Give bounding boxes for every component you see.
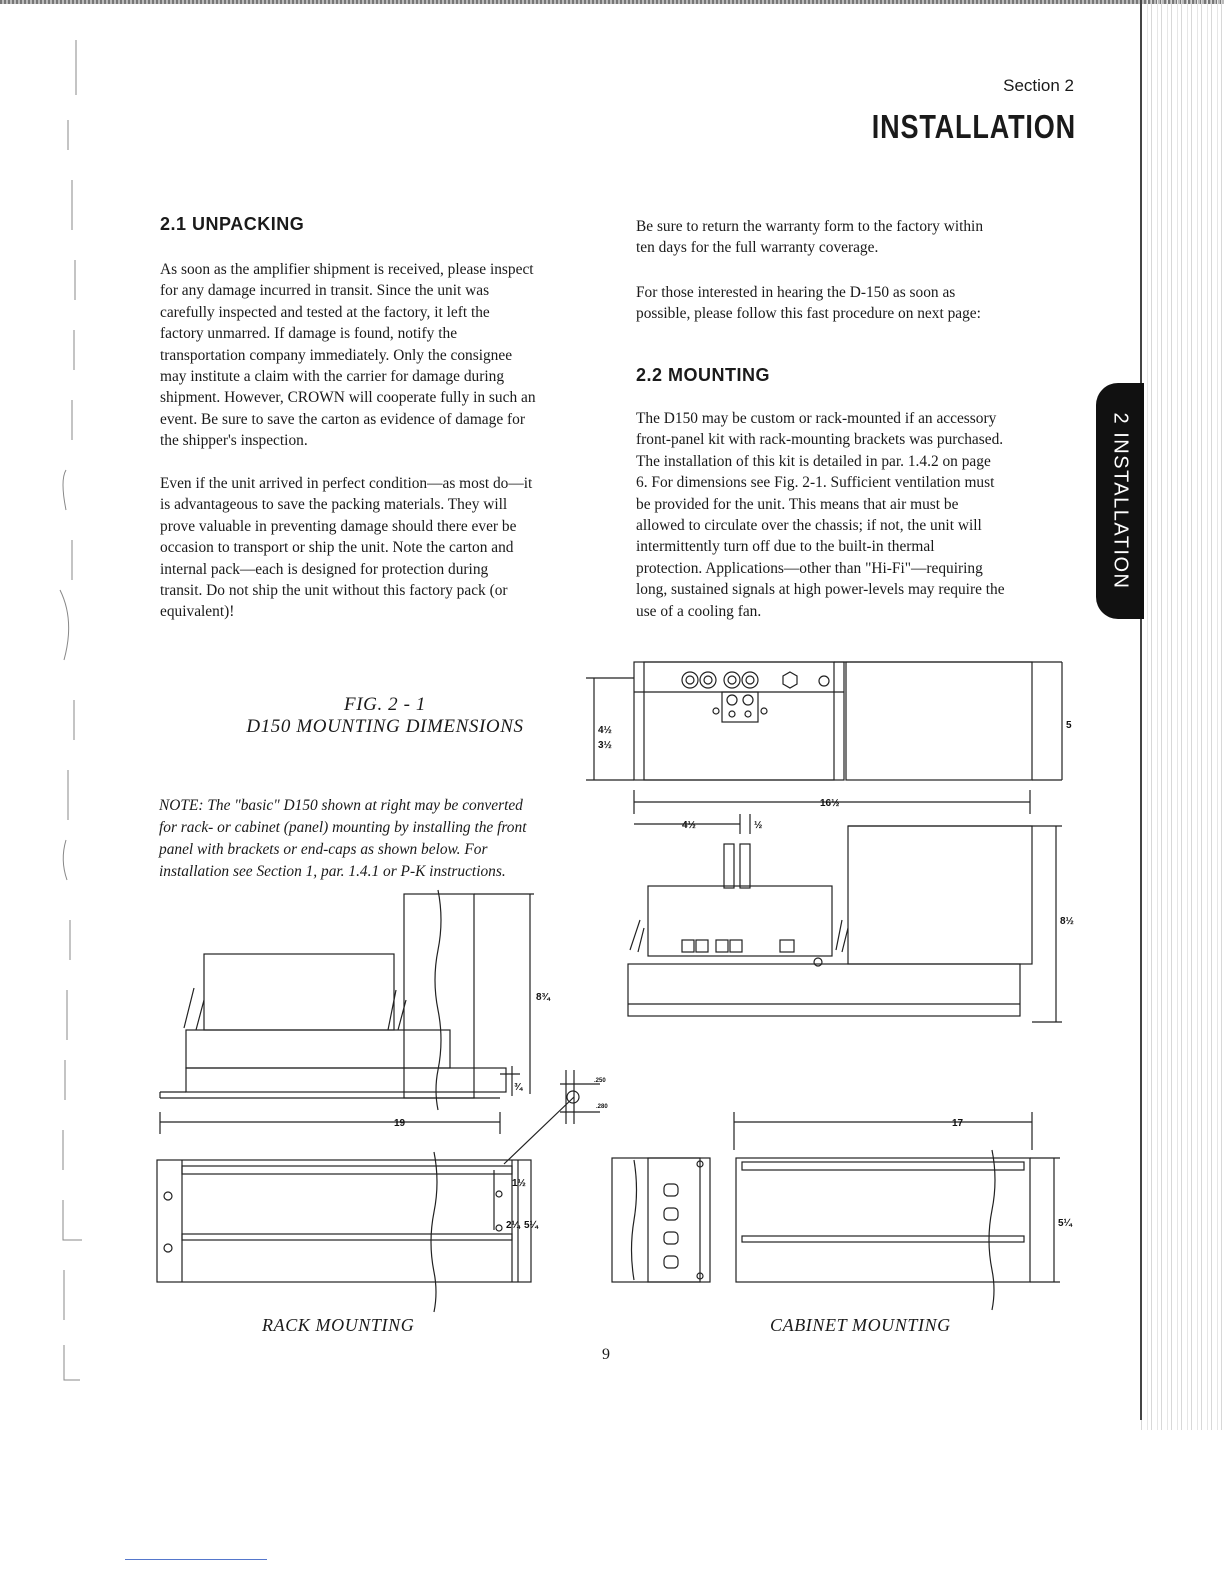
front-view [586,662,1062,780]
mounting-dimensions-drawing [150,655,1080,1315]
section-tab-label: 2 INSTALLATION [1109,412,1132,590]
dim-label: 4½ [682,820,696,831]
dim-label: 8¾ [536,992,550,1003]
dim-label: .280 [596,1104,608,1110]
text-line: transportation company immediately. Only the consignee [160,346,513,364]
dim-label: 19 [394,1118,406,1129]
text-line: 6. For dimensions see Fig. 2-1. Sufficient ventilation must [636,474,995,492]
text-line: factory unmarred. If damage is found, notify the [160,325,458,343]
scan-right-border [1138,0,1224,1430]
dim-label: 5¼ [524,1220,538,1231]
dim-label: 16½ [820,798,840,809]
dim-label: 1½ [512,1178,526,1189]
scan-top-border [0,0,1224,4]
text-line: is advantageous to save the packing materials. They will [160,496,508,514]
dim-label: 5 [1066,720,1072,731]
text-line: may institute a claim with the carrier for damage during [160,368,505,386]
text-line: the shipper's inspection. [160,432,308,450]
section-title: INSTALLATION [871,108,1076,145]
cabinet-mounting-label: CABINET MOUNTING [770,1315,951,1335]
text-line: ten days for the full warranty coverage. [636,239,879,257]
text-line: front-panel kit with rack-mounting brackets was purchased. [636,431,1004,449]
page-right-edge [1140,0,1142,1420]
unpacking-paragraph-2 [160,473,592,623]
text-line: For those interested in hearing the D-150 as soon as [636,284,956,301]
text-line: Even if the unit arrived in perfect condition—as most do—it [160,475,533,492]
text-line: protection. Applications—other than "Hi-Fi"—requiring [636,559,983,577]
text-line: internal pack—each is designed for protection during [160,560,489,578]
text-line: The D150 may be custom or rack-mounted if an accessory [636,410,997,427]
text-line: occasion to transport or ship the unit. Note the carton and [160,539,514,557]
text-line: Be sure to return the warranty form to the factory within [636,218,984,235]
heading-mounting: 2.2 MOUNTING [636,365,771,385]
text-line: long, sustained signals at high power-levels may require the [636,581,1005,599]
text-line: be provided for the unit. This means that air must be [636,495,959,513]
unpacking-paragraph-1 [160,259,592,452]
text-line: panel with brackets or end-caps as shown below. For [159,841,488,858]
dim-label: 8½ [1060,916,1074,927]
dim-label: 17 [952,1118,964,1129]
heading-unpacking: 2.1 UNPACKING [160,214,305,234]
text-line: carefully inspected and tested at the factory, it left the [160,303,490,321]
text-line: shipment. However, CROWN will cooperate fully in such an [160,389,536,407]
text-line: allowed to circulate over the chassis; if not, the unit will [636,517,982,535]
text-line: As soon as the amplifier shipment is received, please inspect [160,261,534,278]
dim-label: ¾ [514,1082,523,1093]
rack-mounting-label: RACK MOUNTING [262,1315,415,1335]
text-line: for rack- or cabinet (panel) mounting by installing the front [159,819,527,836]
text-line: NOTE: The "basic" D150 shown at right may be converted [159,797,523,814]
text-line: possible, please follow this fast procedure on next page: [636,305,981,323]
text-line: transit. Do not ship the unit without this factory pack (or [160,582,508,600]
page-number: 9 [602,1346,610,1363]
cabinet-front-view [734,1112,1060,1310]
warranty-paragraph [636,216,1068,259]
figure-number: FIG. 2 - 1 [344,694,426,715]
dim-label: ½ [754,820,763,831]
dim-label: 3½ [598,740,612,751]
text-line: installation see Section 1, par. 1.4.1 or P-K instructions. [159,863,506,880]
text-line: for any damage incurred in transit. Since the unit was [160,282,490,300]
dim-label: .250 [594,1078,606,1084]
dim-label: 5¼ [1058,1218,1072,1229]
section-tab-text [1096,383,1144,619]
text-line: intermittently turn off due to the built-in thermal [636,538,935,556]
cabinet-endcap-view [612,1158,710,1282]
dim-label: 2¼ [506,1220,520,1231]
rack-front-view [157,1112,531,1312]
text-line: prove valuable in preventing damage should there ever be [160,517,517,535]
section-label: Section 2 [1003,76,1074,95]
text-line: use of a cooling fan. [636,602,762,620]
mounting-paragraph [636,408,1068,622]
binding-margin-marks [0,0,100,1400]
rack-side-view [160,890,534,1110]
dim-label: 4½ [598,725,612,736]
footer-rule [125,1559,267,1560]
fast-procedure-paragraph [636,282,1068,325]
text-line: The installation of this kit is detailed in par. 1.4.2 on page [636,452,991,470]
text-line: equivalent)! [160,603,235,621]
figure-title: D150 MOUNTING DIMENSIONS [246,716,524,737]
text-line: event. Be sure to save the carton as evidence of damage for [160,410,525,428]
